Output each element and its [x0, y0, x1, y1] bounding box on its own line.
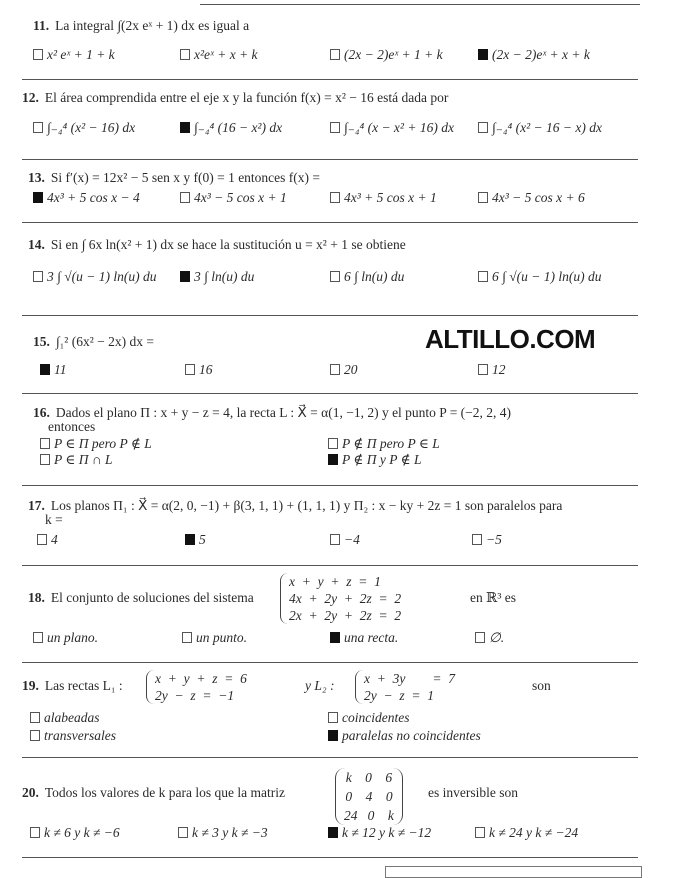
- question-prompt: Los planos Π₁ : X⃗ = α(2, 0, −1) + β(3, 1, 1) + (1, 1, 1) y Π₂ : x − ky + 2z = 1 son paralelos para: [50, 498, 563, 513]
- answer-option[interactable]: [180, 190, 287, 206]
- answer-option[interactable]: [472, 532, 502, 548]
- checked-checkbox-icon[interactable]: [33, 192, 43, 203]
- matrix: [335, 768, 403, 825]
- checkbox-icon[interactable]: [37, 534, 47, 545]
- checkbox-icon[interactable]: [478, 271, 488, 282]
- question-number: 16.: [33, 405, 50, 420]
- answer-option[interactable]: [330, 630, 398, 646]
- answer-option[interactable]: [478, 120, 602, 136]
- equation-system: [146, 670, 247, 704]
- system-row: 2x + 2y + 2z = 2: [289, 608, 402, 623]
- option-text: 5: [199, 532, 206, 547]
- checkbox-icon[interactable]: [182, 632, 192, 643]
- option-text: una recta.: [344, 630, 399, 645]
- option-text: x² eˣ + 1 + k: [47, 47, 115, 62]
- answer-option[interactable]: [478, 269, 601, 285]
- checkbox-icon[interactable]: [30, 730, 40, 741]
- checked-checkbox-icon[interactable]: [328, 730, 338, 741]
- answer-option[interactable]: [330, 190, 437, 206]
- system-row: 2y − z = −1: [155, 688, 235, 703]
- question-12: [22, 90, 448, 106]
- checkbox-icon[interactable]: [33, 49, 43, 60]
- checkbox-icon[interactable]: [330, 534, 340, 545]
- option-text: 6 ∫ √(u − 1) ln(u) du: [492, 269, 602, 284]
- question-number: 14.: [28, 237, 45, 252]
- answer-option[interactable]: [182, 630, 247, 646]
- section-divider: [22, 79, 638, 80]
- section-divider: [200, 4, 640, 5]
- answer-option[interactable]: [180, 120, 282, 136]
- checkbox-icon[interactable]: [478, 192, 488, 203]
- answer-option[interactable]: [478, 362, 506, 378]
- matrix-row: 0 4 0: [345, 789, 393, 804]
- option-text: 20: [344, 362, 358, 377]
- option-text: 4x³ − 5 cos x + 1: [194, 190, 287, 205]
- answer-option[interactable]: [330, 120, 454, 136]
- option-text: −5: [486, 532, 502, 547]
- option-text: (2x − 2)eˣ + 1 + k: [344, 47, 443, 62]
- answer-option[interactable]: [475, 630, 504, 646]
- section-divider: [22, 393, 638, 394]
- system-connector: [305, 678, 334, 694]
- equation-system-2: [355, 670, 455, 704]
- checkbox-icon[interactable]: [33, 271, 43, 282]
- checkbox-icon[interactable]: [185, 364, 195, 375]
- connector-text: y L₂ :: [305, 678, 335, 693]
- checkbox-icon[interactable]: [33, 122, 43, 133]
- checked-checkbox-icon[interactable]: [40, 364, 50, 375]
- question-number: 12.: [22, 90, 39, 105]
- option-text: (2x − 2)eˣ + x + k: [492, 47, 590, 62]
- checked-checkbox-icon[interactable]: [328, 454, 338, 465]
- matrix-row: k 0 6: [345, 770, 393, 785]
- option-text: 3 ∫ ln(u) du: [194, 269, 255, 284]
- answer-option[interactable]: [330, 532, 360, 548]
- checkbox-icon[interactable]: [180, 192, 190, 203]
- question-19: [22, 678, 123, 694]
- question-prompt-continued: [45, 512, 63, 528]
- checkbox-icon[interactable]: [330, 192, 340, 203]
- option-text: coincidentes: [342, 710, 410, 725]
- answer-option[interactable]: [33, 190, 140, 206]
- checked-checkbox-icon[interactable]: [328, 827, 338, 838]
- checkbox-icon[interactable]: [330, 364, 340, 375]
- option-text: un punto.: [196, 630, 248, 645]
- checked-checkbox-icon[interactable]: [478, 49, 488, 60]
- section-divider: [22, 315, 638, 316]
- section-divider: [22, 662, 638, 663]
- option-text: 3 ∫ √(u − 1) ln(u) du: [47, 269, 157, 284]
- checkbox-icon[interactable]: [330, 271, 340, 282]
- checkbox-icon[interactable]: [475, 827, 485, 838]
- system-row: 2y − z = 1: [364, 688, 434, 703]
- checkbox-icon[interactable]: [328, 712, 338, 723]
- option-text: 12: [492, 362, 506, 377]
- watermark-logo: ALTILLO.COM: [425, 324, 596, 354]
- answer-option[interactable]: [328, 710, 409, 726]
- option-text: k ≠ 12 y k ≠ −12: [342, 825, 432, 840]
- prompt-suffix: [532, 678, 551, 694]
- answer-option[interactable]: [185, 532, 206, 548]
- option-text: P ∈ Π ∩ L: [54, 452, 113, 467]
- question-prompt: Las rectas L₁ :: [44, 678, 123, 693]
- option-text: 16: [199, 362, 213, 377]
- answer-option[interactable]: [328, 825, 431, 841]
- checked-checkbox-icon[interactable]: [180, 122, 190, 133]
- question-16: [33, 405, 511, 421]
- option-text: 4x³ − 5 cos x + 6: [492, 190, 585, 205]
- option-text: 4x³ + 5 cos x − 4: [47, 190, 140, 205]
- question-number: 11.: [33, 18, 50, 33]
- option-text: x²eˣ + x + k: [194, 47, 258, 62]
- section-divider: [22, 565, 638, 566]
- question-prompt: Si en ∫ 6x ln(x² + 1) dx se hace la sustitución u = x² + 1 se obtiene: [50, 237, 406, 252]
- answer-option[interactable]: [30, 710, 100, 726]
- equation-system: [280, 573, 401, 624]
- option-text: transversales: [44, 728, 116, 743]
- option-text: 4x³ + 5 cos x + 1: [344, 190, 437, 205]
- option-text: alabeadas: [44, 710, 100, 725]
- answer-option[interactable]: [30, 825, 120, 841]
- option-text: 4: [51, 532, 58, 547]
- question-prompt-continued: [48, 419, 95, 435]
- question-number: 17.: [28, 498, 45, 513]
- checkbox-icon[interactable]: [478, 122, 488, 133]
- checkbox-icon[interactable]: [30, 827, 40, 838]
- answer-option[interactable]: [478, 47, 590, 63]
- option-text: ∫₋₄⁴ (x² − 16) dx: [47, 120, 136, 135]
- answer-option[interactable]: [30, 728, 116, 744]
- checkbox-icon[interactable]: [330, 122, 340, 133]
- question-20: [22, 785, 285, 801]
- answer-option[interactable]: [330, 362, 358, 378]
- option-text: 11: [54, 362, 67, 377]
- suffix-text: son: [532, 678, 551, 693]
- answer-option[interactable]: [33, 269, 156, 285]
- question-prompt: Todos los valores de k para los que la matriz: [44, 785, 285, 800]
- option-text: k ≠ 3 y k ≠ −3: [192, 825, 268, 840]
- matrix-row: 24 0 k: [344, 808, 394, 823]
- checkbox-icon[interactable]: [178, 827, 188, 838]
- system-row: x + y + z = 1: [289, 574, 381, 589]
- answer-option[interactable]: [40, 452, 113, 468]
- question-number: 19.: [22, 678, 39, 693]
- answer-option[interactable]: [330, 269, 404, 285]
- option-text: k ≠ 6 y k ≠ −6: [44, 825, 120, 840]
- answer-option[interactable]: [180, 47, 258, 63]
- answer-option[interactable]: [37, 532, 58, 548]
- checkbox-icon[interactable]: [33, 632, 43, 643]
- answer-option[interactable]: [33, 630, 98, 646]
- answer-option[interactable]: [328, 436, 440, 452]
- option-text: paralelas no coincidentes: [342, 728, 481, 743]
- option-text: ∅.: [489, 630, 505, 645]
- checked-checkbox-icon[interactable]: [180, 271, 190, 282]
- option-text: ∫₋₄⁴ (x² − 16 − x) dx: [492, 120, 602, 135]
- option-text: P ∉ Π y P ∉ L: [342, 452, 422, 467]
- answer-option[interactable]: [330, 47, 443, 63]
- option-text: −4: [344, 532, 360, 547]
- question-17: [28, 498, 562, 514]
- answer-option[interactable]: [328, 728, 481, 744]
- question-18: [28, 590, 254, 606]
- question-number: 15.: [33, 334, 50, 349]
- footer-box: [385, 866, 642, 878]
- system-row: x + 3y = 7: [364, 671, 455, 686]
- question-11: [33, 18, 249, 34]
- answer-option[interactable]: [180, 269, 254, 285]
- section-divider: [22, 159, 638, 160]
- checkbox-icon[interactable]: [478, 364, 488, 375]
- option-text: P ∈ Π pero P ∉ L: [54, 436, 152, 451]
- answer-option[interactable]: [178, 825, 268, 841]
- checkbox-icon[interactable]: [328, 438, 338, 449]
- question-prompt: La integral ∫(2x eˣ + 1) dx es igual a: [55, 18, 250, 33]
- section-divider: [22, 757, 638, 758]
- question-number: 18.: [28, 590, 45, 605]
- question-prompt: Dados el plano Π : x + y − z = 4, la recta L : X⃗ = α(1, −1, 2) y el punto P = (−2, 2, 4): [55, 405, 512, 420]
- answer-option[interactable]: [40, 436, 152, 452]
- answer-option[interactable]: [185, 362, 213, 378]
- option-text: P ∉ Π pero P ∈ L: [342, 436, 440, 451]
- option-text: ∫₋₄⁴ (16 − x²) dx: [194, 120, 283, 135]
- prompt-suffix: [428, 785, 518, 801]
- answer-option[interactable]: [33, 120, 135, 136]
- question-14: [28, 237, 406, 253]
- checkbox-icon[interactable]: [475, 632, 485, 643]
- suffix-text: es inversible son: [428, 785, 518, 800]
- option-text: ∫₋₄⁴ (x − x² + 16) dx: [344, 120, 454, 135]
- option-text: k ≠ 24 y k ≠ −24: [489, 825, 579, 840]
- question-number: 13.: [28, 170, 45, 185]
- section-divider: [22, 222, 638, 223]
- option-text: 6 ∫ ln(u) du: [344, 269, 405, 284]
- checkbox-icon[interactable]: [330, 49, 340, 60]
- question-prompt: Si f′(x) = 12x² − 5 sen x y f(0) = 1 entonces f(x) =: [50, 170, 321, 185]
- question-15: [33, 334, 154, 350]
- answer-option[interactable]: [328, 452, 422, 468]
- question-prompt: El conjunto de soluciones del sistema: [50, 590, 254, 605]
- suffix-text: en ℝ³ es: [470, 590, 517, 605]
- checkbox-icon[interactable]: [30, 712, 40, 723]
- answer-option[interactable]: [478, 190, 585, 206]
- system-row: 4x + 2y + 2z = 2: [289, 591, 402, 606]
- prompt-continued-text: entonces: [48, 419, 96, 434]
- checkbox-icon[interactable]: [472, 534, 482, 545]
- checkbox-icon[interactable]: [180, 49, 190, 60]
- answer-option[interactable]: [40, 362, 67, 378]
- checked-checkbox-icon[interactable]: [185, 534, 195, 545]
- section-divider: [22, 485, 638, 486]
- question-prompt: ∫₁² (6x² − 2x) dx =: [55, 334, 154, 349]
- checked-checkbox-icon[interactable]: [330, 632, 340, 643]
- answer-option[interactable]: [33, 47, 115, 63]
- prompt-continued-text: k =: [45, 512, 63, 527]
- checkbox-icon[interactable]: [40, 438, 50, 449]
- question-number: 20.: [22, 785, 39, 800]
- question-prompt: El área comprendida entre el eje x y la función f(x) = x² − 16 está dada por: [44, 90, 449, 105]
- option-text: un plano.: [47, 630, 99, 645]
- question-13: [28, 170, 320, 186]
- checkbox-icon[interactable]: [40, 454, 50, 465]
- prompt-suffix: [470, 590, 516, 606]
- system-row: x + y + z = 6: [155, 671, 247, 686]
- section-divider: [22, 857, 638, 858]
- answer-option[interactable]: [475, 825, 578, 841]
